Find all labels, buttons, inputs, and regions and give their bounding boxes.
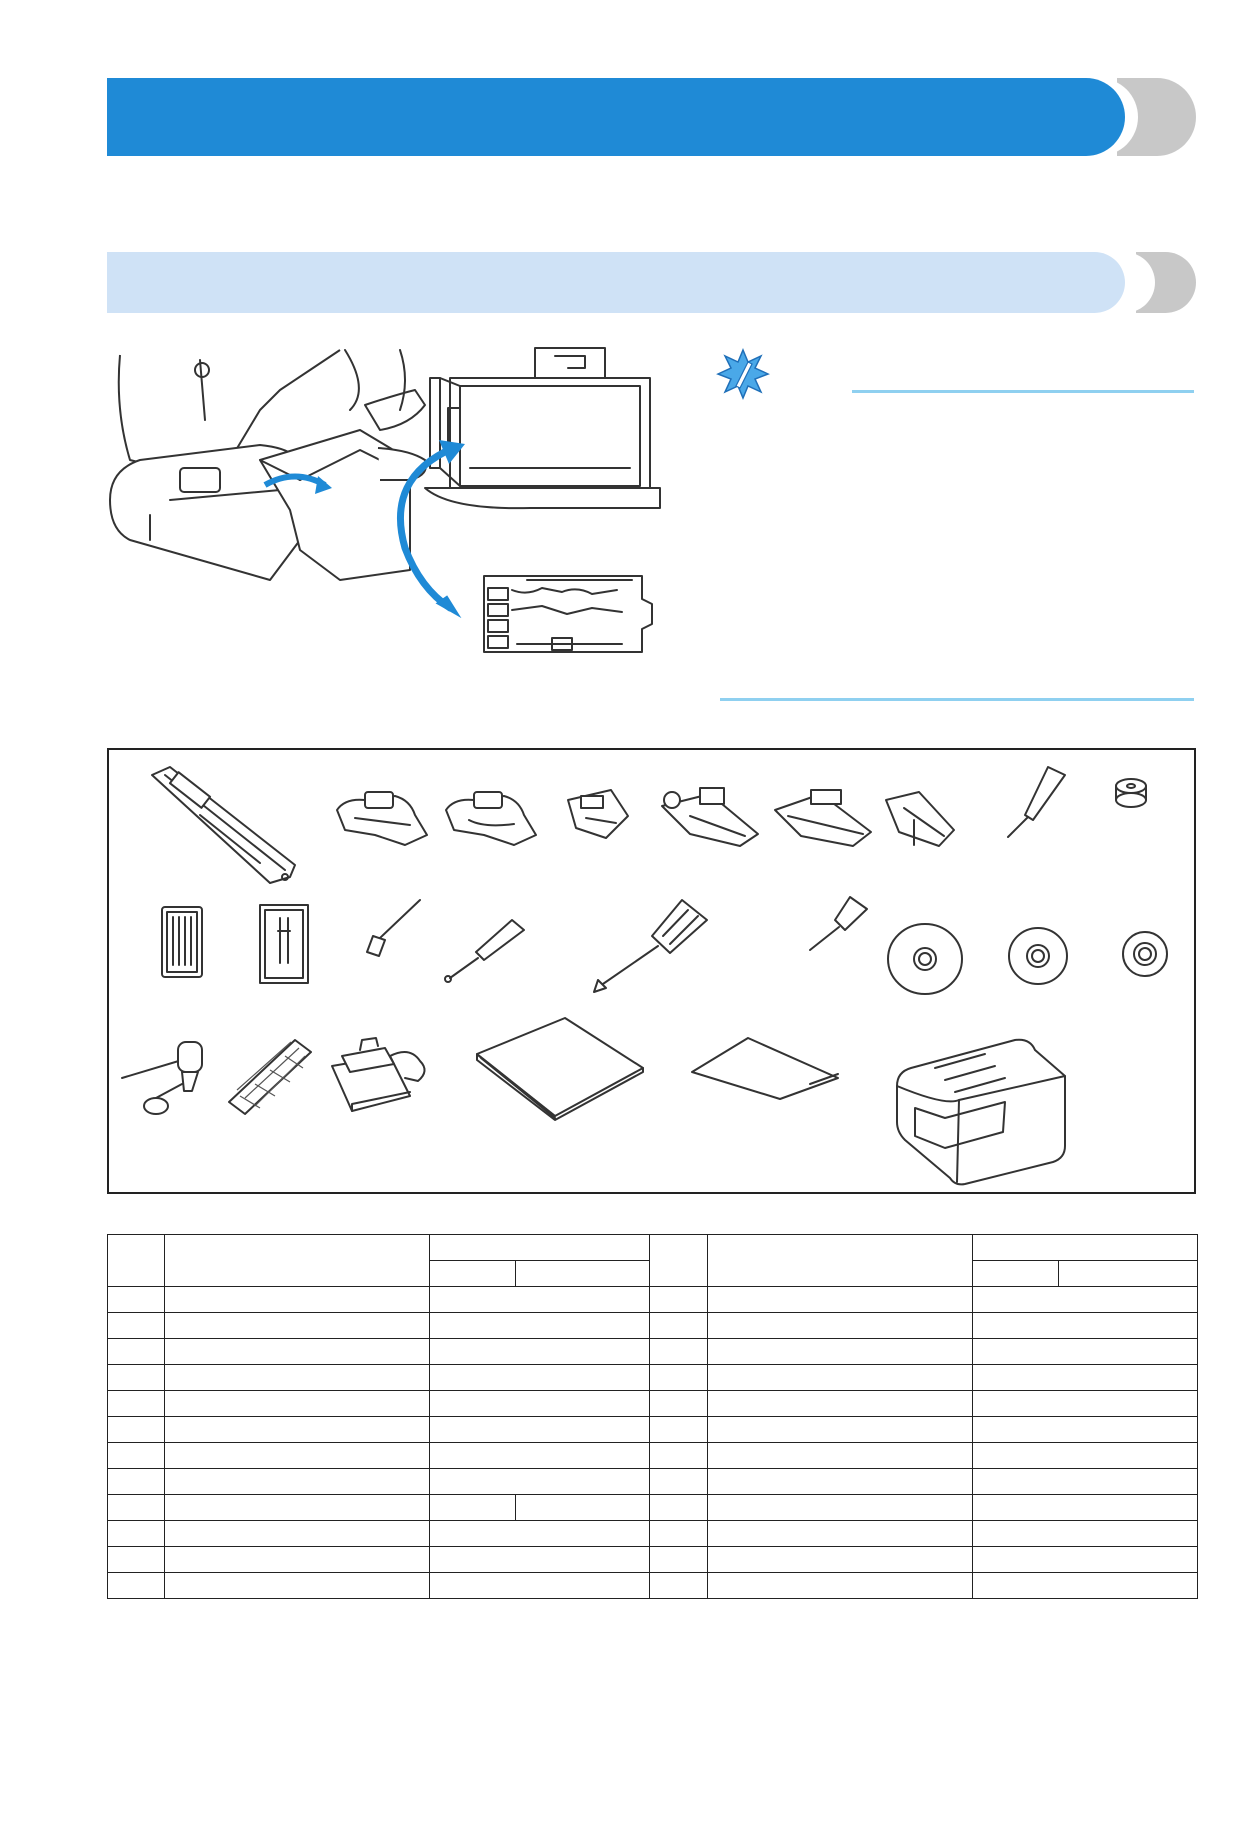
memo-burst-icon: [718, 350, 768, 398]
table-row: [108, 1287, 1198, 1313]
table-header-row: [108, 1235, 1198, 1261]
button-fitting-foot-icon: [884, 790, 959, 850]
header-no-left: [108, 1235, 165, 1287]
header-region-b-left: [516, 1261, 650, 1287]
spool-cap-medium-icon: [1007, 926, 1069, 986]
table-row: [108, 1547, 1198, 1573]
bobbin-icon: [1113, 776, 1149, 812]
header-part-code-right: [973, 1235, 1198, 1261]
seam-ripper-icon: [1003, 765, 1068, 840]
table-row: [108, 1339, 1198, 1365]
header-region-a-left: [430, 1261, 516, 1287]
soft-cover-icon: [895, 1036, 1070, 1186]
curved-arrow-icon: [395, 438, 465, 623]
header-no-right: [650, 1235, 708, 1287]
note-divider-top: [852, 390, 1194, 393]
screwdriver-small-icon: [805, 895, 870, 953]
chapter-title-banner: [107, 78, 1125, 156]
spool-cap-large-icon: [886, 922, 964, 996]
zigzag-presser-foot-icon: [335, 790, 430, 850]
tray-insert-illustration: [482, 574, 652, 654]
screwdriver-large-icon: [590, 898, 710, 993]
header-part-code-left: [430, 1235, 650, 1261]
accessories-table: [107, 1234, 1198, 1599]
table-row: [108, 1469, 1198, 1495]
quick-reference-guide-icon: [690, 1036, 840, 1101]
spool-cap-small-icon: [1121, 930, 1169, 978]
needle-set-icon: [160, 905, 205, 980]
table-row: [108, 1365, 1198, 1391]
machine-tray-illustration: [110, 350, 400, 600]
section-title-banner: [107, 252, 1125, 313]
table-row: [108, 1495, 1198, 1521]
table-row: [108, 1521, 1198, 1547]
note-divider-bottom: [720, 698, 1194, 701]
table-row: [108, 1573, 1198, 1599]
monogramming-foot-icon: [444, 790, 539, 850]
header-part-name-right: [708, 1235, 973, 1287]
table-row: [108, 1417, 1198, 1443]
eyelet-punch-icon: [442, 918, 527, 983]
buttonhole-foot-icon: [150, 765, 300, 885]
header-region-a-right: [973, 1261, 1059, 1287]
table-row: [108, 1443, 1198, 1469]
spool-net-icon: [225, 1038, 313, 1116]
operation-manual-icon: [475, 1016, 645, 1121]
header-region-b-right: [1059, 1261, 1198, 1287]
header-part-name-left: [165, 1235, 430, 1287]
cleaning-brush-icon: [365, 898, 425, 958]
extra-spool-pin-icon: [120, 1036, 210, 1116]
table-row: [108, 1313, 1198, 1339]
zipper-foot-icon: [566, 788, 631, 843]
blind-stitch-foot-icon: [773, 788, 873, 850]
overcasting-foot-icon: [660, 786, 760, 848]
foot-controller-icon: [330, 1036, 435, 1116]
twin-needle-icon: [258, 903, 310, 985]
table-row: [108, 1391, 1198, 1417]
